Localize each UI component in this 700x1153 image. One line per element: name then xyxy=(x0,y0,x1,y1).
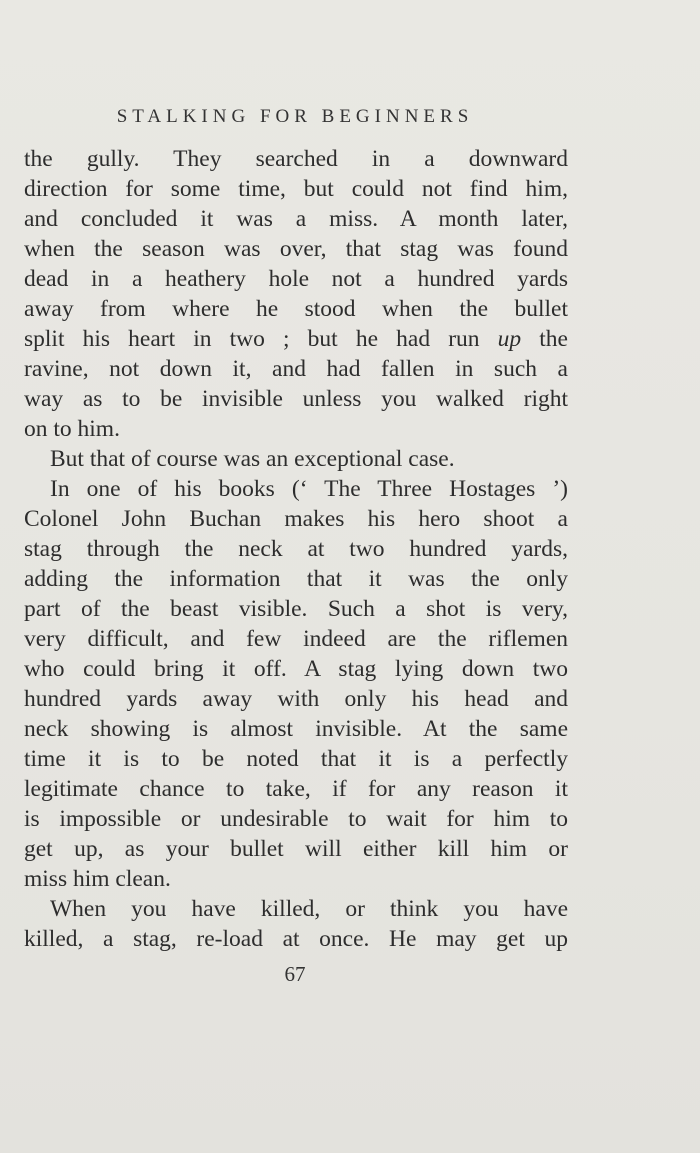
text-line: time it is to be noted that it is a perfectly xyxy=(24,746,568,772)
text-line: When you have killed, or think you have xyxy=(50,896,568,922)
running-head: STALKING FOR BEGINNERS xyxy=(116,106,474,127)
text-line: part of the beast visible. Such a shot is very, xyxy=(24,596,568,622)
text-line: miss him clean. xyxy=(24,866,171,892)
text-line: split his heart in two ; but he had run up the xyxy=(24,326,568,352)
text-line: hundred yards away with only his head and xyxy=(24,686,568,712)
text-line: killed, a stag, re-load at once. He may get up xyxy=(24,926,568,952)
text-line: In one of his books (‘ The Three Hostages ’) xyxy=(50,476,568,502)
text-line: neck showing is almost invisible. At the same xyxy=(24,716,568,742)
text-line: legitimate chance to take, if for any reason it xyxy=(24,776,568,802)
text-line: adding the information that it was the only xyxy=(24,566,568,592)
text-line: dead in a heathery hole not a hundred yards xyxy=(24,266,568,292)
text-line: who could bring it off. A stag lying down two xyxy=(24,656,568,682)
text-line: away from where he stood when the bullet xyxy=(24,296,568,322)
text-line: is impossible or undesirable to wait for him to xyxy=(24,806,568,832)
text-line: But that of course was an exceptional case. xyxy=(50,446,455,472)
page-number: 67 xyxy=(284,962,306,986)
text-line: direction for some time, but could not find him, xyxy=(24,176,568,202)
text-line: Colonel John Buchan makes his hero shoot a xyxy=(24,506,568,532)
text-line: way as to be invisible unless you walked right xyxy=(24,386,568,412)
text-line: when the season was over, that stag was found xyxy=(24,236,568,262)
text-line: very difficult, and few indeed are the riflemen xyxy=(24,626,568,652)
emphasis: up xyxy=(497,326,522,352)
text-line: and concluded it was a miss. A month later, xyxy=(24,206,568,232)
text-line: the gully. They searched in a downward xyxy=(24,146,568,172)
text-line: get up, as your bullet will either kill him or xyxy=(24,836,568,862)
text-line: stag through the neck at two hundred yards, xyxy=(24,536,568,562)
body-text xyxy=(24,144,568,954)
text-line: on to him. xyxy=(24,416,120,442)
text-line: ravine, not down it, and had fallen in such a xyxy=(24,356,568,382)
